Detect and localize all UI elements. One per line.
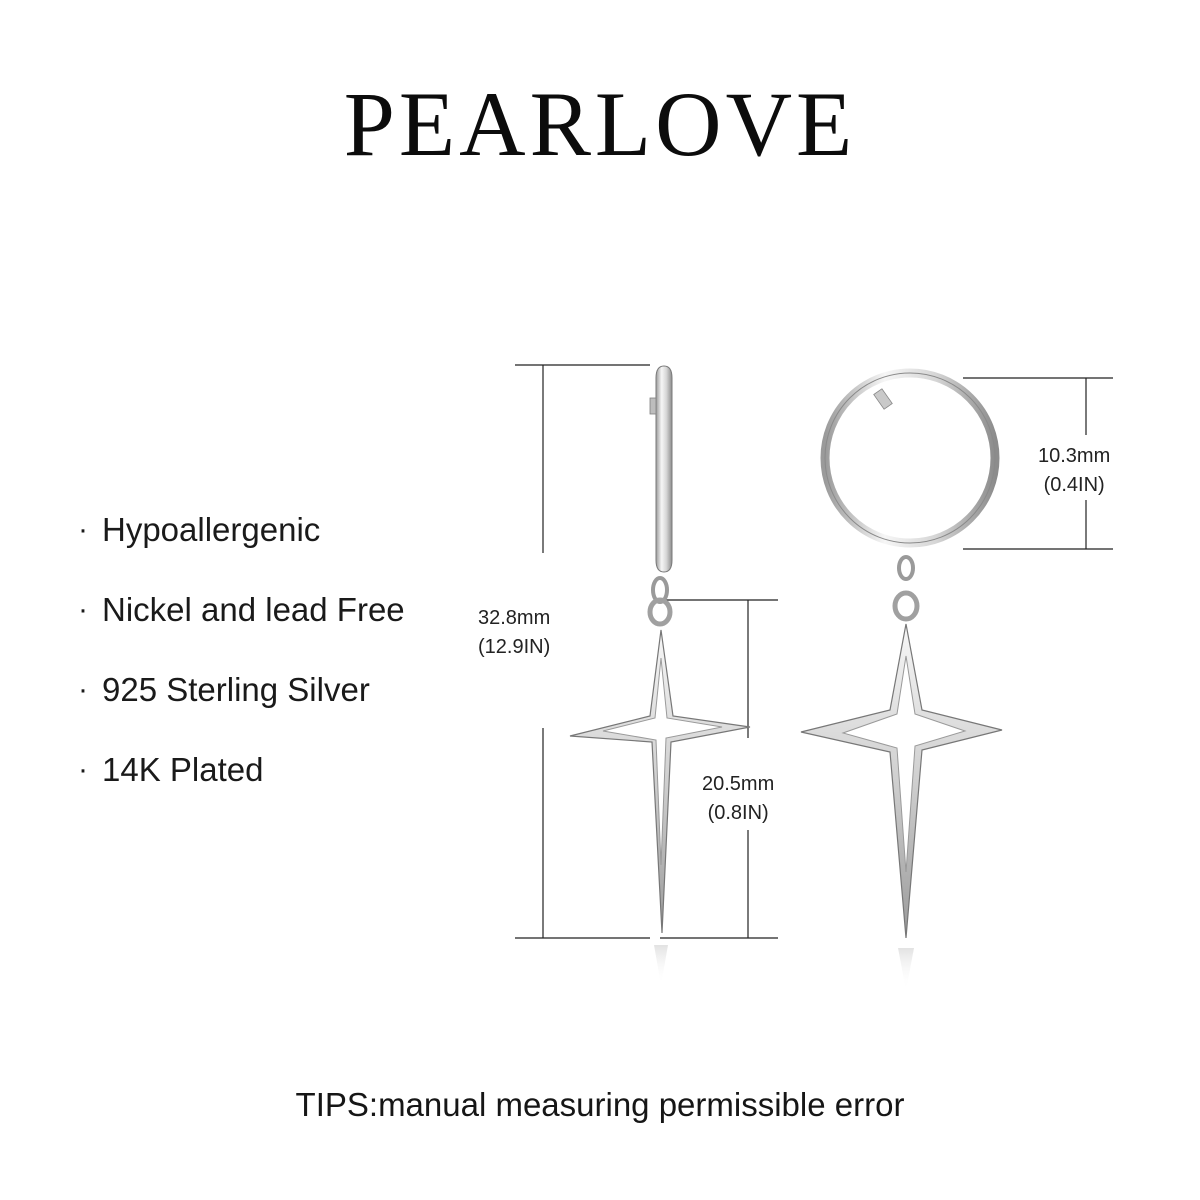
dimension-hoop-diameter-label — [1038, 442, 1110, 500]
left-earring — [570, 366, 750, 985]
pendant-length-mm: 20.5mm — [702, 773, 775, 795]
dimension-pendant-length-label — [702, 770, 774, 828]
hoop-diameter-mm: 10.3mm — [1038, 445, 1111, 467]
measurement-tips: TIPS:manual measuring permissible error — [295, 1086, 905, 1123]
dimension-pendant-length-lines — [660, 600, 778, 938]
bullet-dot-icon: · — [78, 753, 88, 786]
right-earring — [801, 373, 1002, 990]
feature-label: 925 Sterling Silver — [102, 671, 370, 708]
feature-label: Hypoallergenic — [102, 511, 321, 548]
bullet-dot-icon: · — [78, 673, 88, 706]
hoop-diameter-inch: (0.4IN) — [1043, 474, 1105, 496]
feature-label: 14K Plated — [102, 751, 264, 788]
brand-logo: PEARLOVE — [343, 73, 857, 175]
pendant-length-inch: (0.8IN) — [707, 802, 769, 824]
total-length-mm: 32.8mm — [478, 607, 551, 629]
total-length-inch: (12.9IN) — [478, 636, 551, 658]
bullet-dot-icon: · — [78, 593, 88, 626]
feature-label: Nickel and lead Free — [102, 591, 405, 628]
dimension-total-length-label — [478, 604, 550, 662]
bullet-dot-icon: · — [78, 513, 88, 546]
